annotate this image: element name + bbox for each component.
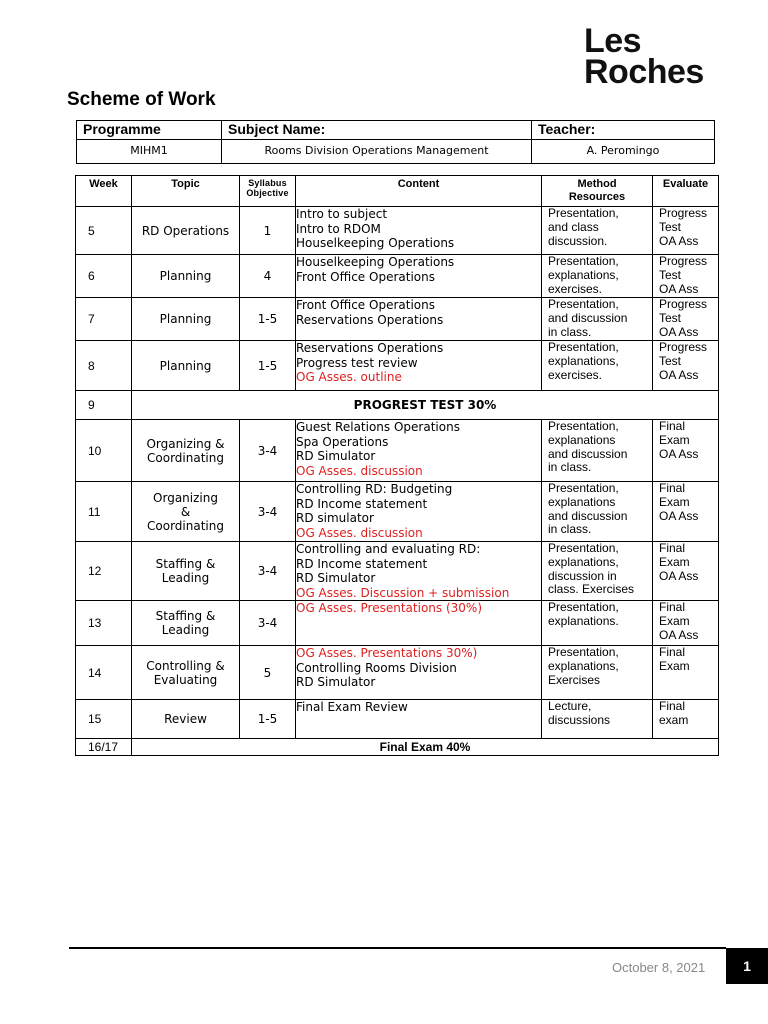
method-line: explanations	[548, 432, 616, 447]
programme-value: MIHM1	[77, 140, 222, 164]
table-row	[76, 601, 719, 646]
evaluate-line: OA Ass	[659, 446, 699, 461]
method-cell	[542, 207, 653, 255]
method-line: Presentation,	[548, 541, 619, 555]
evaluate-cell	[653, 207, 719, 255]
table-row	[76, 207, 719, 255]
topic-cell	[132, 700, 240, 739]
method-line: in class.	[548, 522, 592, 537]
topic-line: &	[180, 504, 191, 519]
evaluate-cell	[653, 420, 719, 482]
subject-value: Rooms Division Operations Management	[222, 140, 532, 164]
method-line: explanations,	[548, 353, 619, 368]
table-row	[76, 341, 719, 391]
table-row	[76, 420, 719, 482]
method-line: Exercises	[548, 672, 601, 687]
table-row	[76, 739, 719, 756]
topic-cell	[132, 255, 240, 298]
evaluate-line: Progress	[659, 254, 708, 268]
week-cell: 13	[76, 601, 132, 646]
objective-cell: 4	[240, 255, 296, 298]
objective-cell: 5	[240, 646, 296, 700]
evaluate-line: OA Ass	[659, 233, 699, 248]
footer-rule	[69, 947, 726, 949]
content-line: RD Income statement	[296, 556, 428, 571]
evaluate-line: Exam	[659, 432, 690, 447]
evaluate-line: OA Ass	[659, 281, 699, 296]
content-line: Houselkeeping Operations	[296, 236, 455, 250]
topic-line: Coordinating	[147, 518, 224, 533]
method-line: and discussion	[548, 446, 628, 461]
week-cell: 16/17	[76, 739, 132, 756]
topic-line: Review	[164, 712, 207, 726]
method-line: discussions	[548, 712, 611, 727]
method-cell	[542, 700, 653, 739]
evaluate-line: OA Ass	[659, 367, 699, 382]
content-line: Controlling and evaluating RD:	[296, 542, 481, 556]
content-line: Progress test review	[296, 355, 418, 370]
objective-cell: 3-4	[240, 482, 296, 542]
content-cell	[296, 646, 542, 700]
assessment-note: OG Asses. discussion	[296, 525, 423, 540]
content-cell	[296, 207, 542, 255]
evaluate-cell	[653, 700, 719, 739]
method-line: Presentation,	[548, 481, 619, 495]
evaluate-line: Exam	[659, 554, 690, 569]
content-line: Intro to RDOM	[296, 221, 381, 236]
evaluate-line: Final	[659, 541, 686, 555]
col-syllabus-objective	[240, 176, 296, 207]
evaluate-line: Exam	[659, 658, 690, 673]
content-line: Reservations Operations	[296, 341, 444, 355]
topic-cell	[132, 420, 240, 482]
col-method: Method	[577, 178, 617, 190]
evaluate-line: Final	[659, 600, 686, 614]
col-objective: Objective	[246, 188, 289, 198]
objective-cell: 1-5	[240, 341, 296, 391]
topic-line: Planning	[159, 269, 212, 283]
topic-line: Organizing &	[146, 436, 225, 451]
evaluate-cell	[653, 298, 719, 341]
evaluate-line: Test	[659, 310, 682, 325]
content-cell	[296, 482, 542, 542]
method-cell	[542, 298, 653, 341]
method-cell	[542, 420, 653, 482]
col-evaluate: Evaluate	[653, 176, 719, 207]
topic-line: Controlling &	[146, 658, 225, 673]
method-line: exercises.	[548, 367, 603, 382]
content-cell	[296, 700, 542, 739]
content-line: RD Simulator	[296, 571, 376, 585]
content-line: Controlling RD: Budgeting	[296, 482, 453, 496]
objective-cell: 1-5	[240, 298, 296, 341]
assessment-note: OG Asses. Presentations (30%)	[296, 601, 482, 615]
topic-cell	[132, 482, 240, 542]
evaluate-line: Progress	[659, 297, 708, 311]
table-row	[76, 700, 719, 739]
method-line: and discussion	[548, 310, 628, 325]
topic-cell	[132, 542, 240, 601]
week-cell: 5	[76, 207, 132, 255]
topic-line: Staffing &	[155, 609, 216, 623]
content-cell	[296, 542, 542, 601]
content-line: Spa Operations	[296, 434, 389, 449]
evaluate-line: OA Ass	[659, 508, 699, 523]
content-line: Final Exam Review	[296, 700, 408, 714]
page-number: 1	[726, 948, 768, 984]
week-cell: 14	[76, 646, 132, 700]
method-line: Presentation,	[548, 206, 619, 220]
method-line: Presentation,	[548, 600, 619, 614]
topic-line: RD Operations	[141, 223, 230, 238]
merged-band-cell: PROGREST TEST 30%	[132, 391, 719, 420]
assessment-note: OG Asses. discussion	[296, 463, 423, 478]
evaluate-line: Final	[659, 645, 686, 659]
evaluate-cell	[653, 601, 719, 646]
method-cell	[542, 542, 653, 601]
evaluate-cell	[653, 542, 719, 601]
week-cell: 12	[76, 542, 132, 601]
week-cell: 15	[76, 700, 132, 739]
topic-cell	[132, 207, 240, 255]
topic-line: Planning	[159, 312, 212, 326]
evaluate-line: OA Ass	[659, 324, 699, 339]
table-row	[76, 298, 719, 341]
content-line: RD simulator	[296, 511, 374, 525]
logo-line-2: Roches	[584, 53, 704, 91]
col-method-resources	[542, 176, 653, 207]
method-line: and discussion	[548, 508, 628, 523]
evaluate-line: Progress	[659, 206, 708, 220]
topic-cell	[132, 341, 240, 391]
method-line: explanations	[548, 494, 616, 509]
method-cell	[542, 482, 653, 542]
method-line: Presentation,	[548, 254, 619, 268]
evaluate-line: OA Ass	[659, 568, 699, 583]
page-title: Scheme of Work	[67, 89, 216, 110]
method-line: discussion in	[548, 568, 617, 583]
scheme-table	[75, 175, 719, 756]
evaluate-line: exam	[659, 712, 689, 727]
table-row	[76, 542, 719, 601]
method-line: discussion.	[548, 233, 608, 248]
method-line: Presentation,	[548, 297, 619, 311]
col-syllabus: Syllabus	[248, 178, 287, 188]
programme-label: Programme	[77, 121, 222, 140]
assessment-note: OG Asses. Discussion + submission	[296, 585, 510, 600]
evaluate-line: Test	[659, 219, 682, 234]
method-cell	[542, 646, 653, 700]
teacher-value: A. Peromingo	[532, 140, 715, 164]
content-line: Front Office Operations	[296, 298, 435, 312]
week-cell: 6	[76, 255, 132, 298]
topic-line: Staffing &	[155, 557, 216, 571]
col-resources: Resources	[568, 191, 626, 203]
col-week: Week	[76, 176, 132, 207]
col-topic: Topic	[132, 176, 240, 207]
table-row	[76, 255, 719, 298]
week-cell: 9	[76, 391, 132, 420]
method-line: explanations,	[548, 267, 619, 282]
objective-cell: 1	[240, 207, 296, 255]
content-line: RD Simulator	[296, 675, 376, 689]
evaluate-line: Test	[659, 353, 682, 368]
method-line: explanations.	[548, 613, 619, 628]
content-line: Intro to subject	[296, 207, 388, 221]
method-line: explanations,	[548, 554, 619, 569]
method-line: Presentation,	[548, 645, 619, 659]
objective-cell: 1-5	[240, 700, 296, 739]
assessment-note: OG Asses. Presentations 30%)	[296, 646, 478, 660]
content-line: Houselkeeping Operations	[296, 255, 455, 269]
content-cell	[296, 601, 542, 646]
week-cell: 11	[76, 482, 132, 542]
method-line: exercises.	[548, 281, 603, 296]
evaluate-cell	[653, 341, 719, 391]
topic-cell	[132, 646, 240, 700]
topic-line: Organizing	[153, 490, 218, 505]
logo-line-1: Les	[584, 22, 642, 60]
topic-line: Coordinating	[147, 450, 224, 465]
footer-date: October 8, 2021	[612, 960, 706, 975]
content-line: Front Office Operations	[296, 269, 435, 284]
content-cell	[296, 420, 542, 482]
method-line: in class.	[548, 460, 592, 475]
method-line: Presentation,	[548, 419, 619, 433]
course-info-table	[76, 120, 715, 164]
evaluate-line: Progress	[659, 340, 708, 354]
content-line: Reservations Operations	[296, 312, 444, 327]
topic-cell	[132, 601, 240, 646]
evaluate-line: Exam	[659, 613, 690, 628]
objective-cell: 3-4	[240, 601, 296, 646]
method-line: Presentation,	[548, 340, 619, 354]
evaluate-line: Test	[659, 267, 682, 282]
table-row	[76, 482, 719, 542]
objective-cell: 3-4	[240, 420, 296, 482]
content-line: Guest Relations Operations	[296, 420, 460, 434]
assessment-note: OG Asses. outline	[296, 370, 402, 384]
method-line: Lecture,	[548, 699, 592, 713]
table-header-row	[76, 176, 719, 207]
method-cell	[542, 601, 653, 646]
topic-line: Planning	[159, 358, 212, 373]
evaluate-cell	[653, 255, 719, 298]
week-cell: 7	[76, 298, 132, 341]
les-roches-logo	[584, 22, 704, 91]
evaluate-line: OA Ass	[659, 627, 699, 642]
topic-line: Evaluating	[153, 672, 218, 687]
content-line: RD Income statement	[296, 496, 428, 511]
content-line: RD Simulator	[296, 449, 376, 463]
evaluate-line: Exam	[659, 494, 690, 509]
method-cell	[542, 255, 653, 298]
topic-line: Leading	[161, 571, 210, 585]
method-line: in class.	[548, 324, 592, 339]
content-cell	[296, 341, 542, 391]
evaluate-line: Final	[659, 699, 686, 713]
week-cell: 8	[76, 341, 132, 391]
table-row	[76, 391, 719, 420]
method-line: explanations,	[548, 658, 619, 673]
topic-line: Leading	[161, 623, 210, 637]
content-line: Controlling Rooms Division	[296, 660, 457, 675]
content-cell	[296, 298, 542, 341]
evaluate-cell	[653, 482, 719, 542]
subject-label: Subject Name:	[222, 121, 532, 140]
topic-cell	[132, 298, 240, 341]
week-cell: 10	[76, 420, 132, 482]
evaluate-line: Final	[659, 419, 686, 433]
method-line: and class	[548, 219, 599, 234]
content-cell	[296, 255, 542, 298]
table-row	[76, 646, 719, 700]
method-cell	[542, 341, 653, 391]
teacher-label: Teacher:	[532, 121, 715, 140]
col-content: Content	[296, 176, 542, 207]
merged-band-cell: Final Exam 40%	[132, 739, 719, 756]
evaluate-cell	[653, 646, 719, 700]
method-line: class. Exercises	[548, 582, 635, 597]
objective-cell: 3-4	[240, 542, 296, 601]
evaluate-line: Final	[659, 481, 686, 495]
